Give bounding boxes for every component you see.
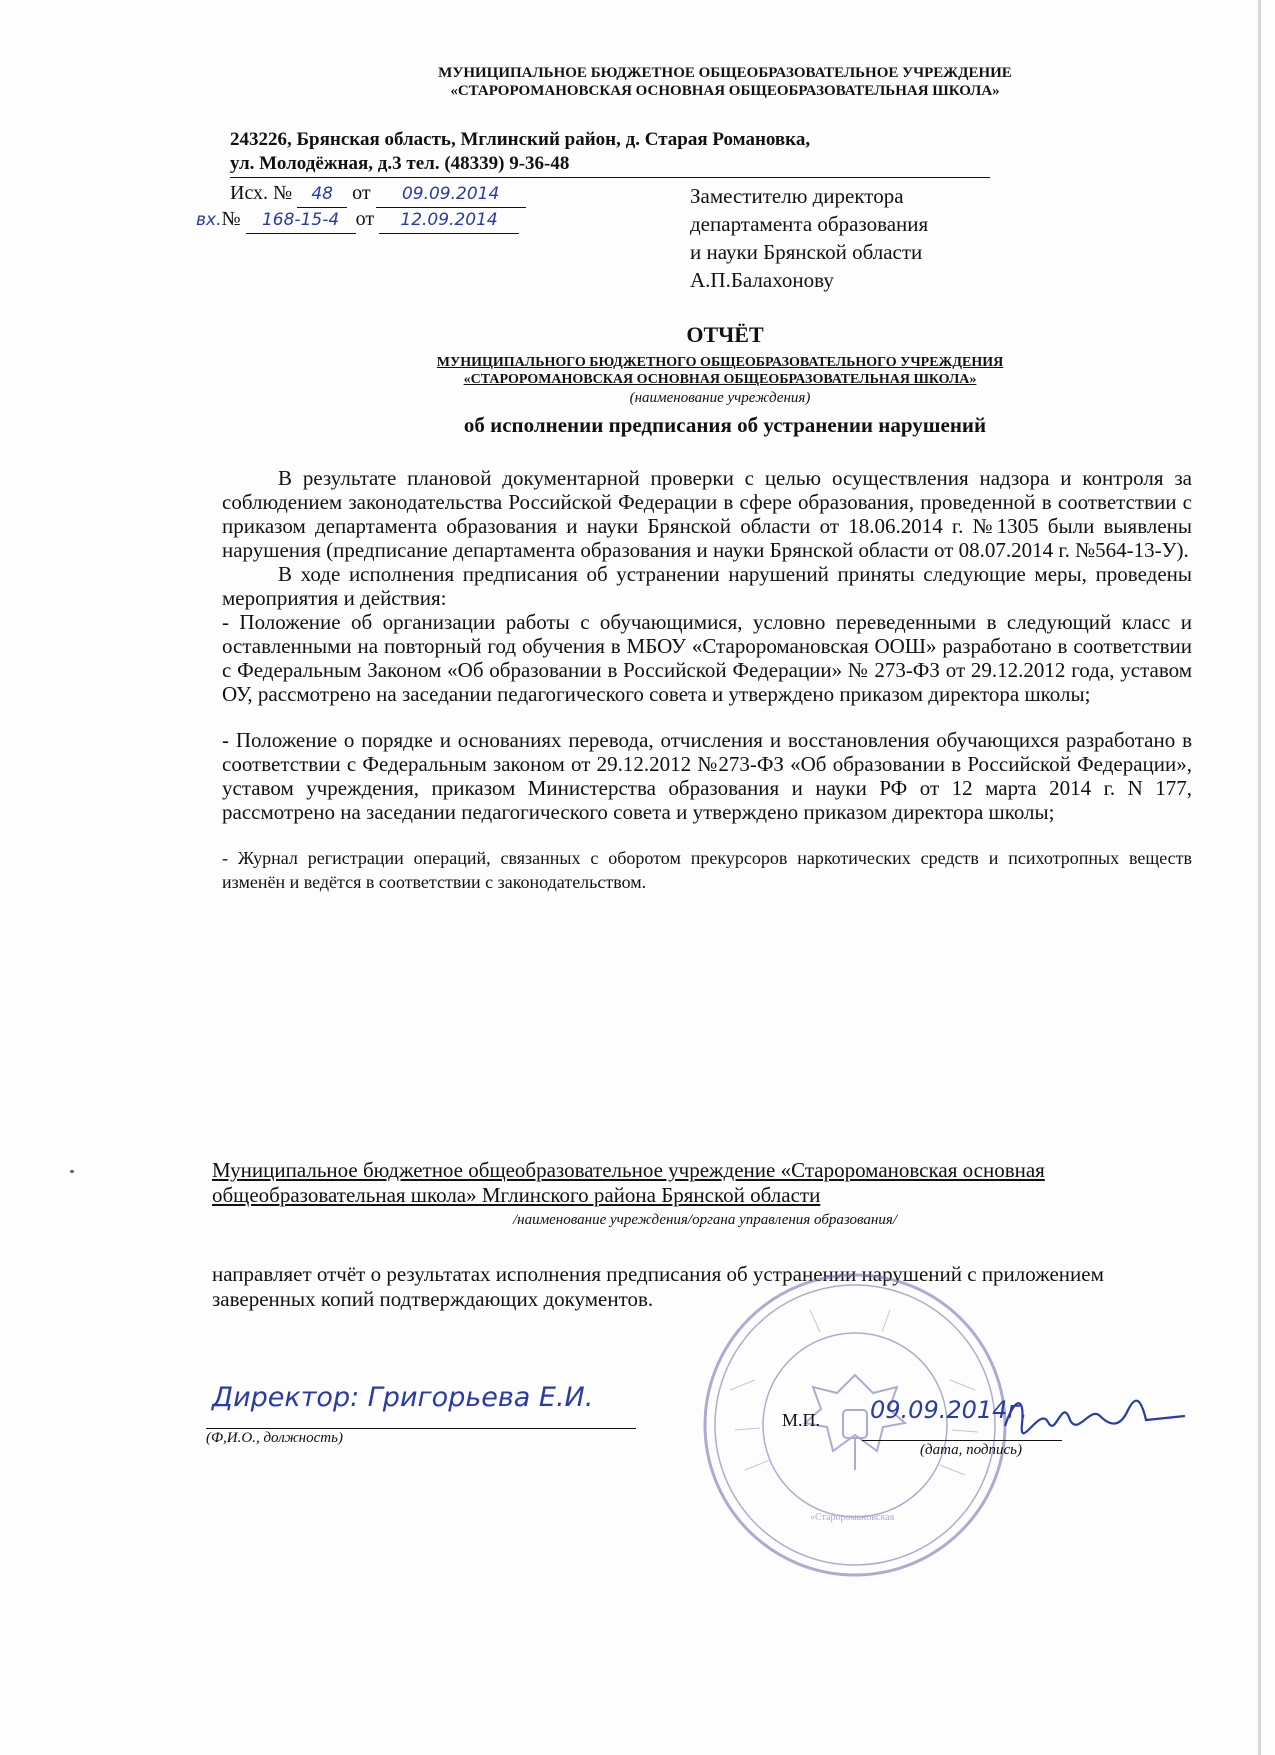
outgoing-number: 48 bbox=[297, 181, 347, 208]
incoming-date: 12.09.2014 bbox=[379, 207, 519, 234]
incoming-prefix: вх. bbox=[196, 210, 222, 230]
stamp-text: «Староромановская bbox=[810, 1512, 895, 1523]
document-body bbox=[222, 466, 1192, 894]
paragraph-measure-2: - Положение о порядке и основаниях перевода, отчисления и восстановления обучающихся разработано в соответствии с Федеральным законом от 29.12.2012 №273-ФЗ «Об образовании в Российской Федерации», уставом учреждения, приказом Министерства образования и науки РФ от 12 марта 2014 г. N 177, рассмотрено на заседании педагогического совета и утверждено приказом директора школы; bbox=[222, 728, 1192, 824]
official-stamp bbox=[700, 1270, 1010, 1580]
address-block bbox=[230, 128, 990, 176]
signature-caption: (Ф,И.О., должность) bbox=[206, 1430, 343, 1446]
outgoing-from-label: от bbox=[352, 182, 371, 204]
recipient-line-4: А.П.Балахонову bbox=[690, 268, 834, 292]
signing-date: 09.09.2014г. bbox=[870, 1396, 1028, 1424]
recipient-line-2: департамента образования bbox=[690, 212, 929, 236]
organization-header bbox=[380, 64, 1070, 100]
director-signature: Директор: Григорьева Е.И. bbox=[212, 1382, 594, 1413]
paragraph-measure-3: - Журнал регистрации операций, связанных с оборотом прекурсоров наркотических средств и психотропных веществ изменён и ведётся в соответствии с законодательством. bbox=[222, 848, 1192, 892]
outgoing-number-line bbox=[230, 180, 526, 208]
recipient-line-3: и науки Брянской области bbox=[690, 240, 923, 264]
seal-place-label: М.П. bbox=[782, 1410, 821, 1430]
date-line bbox=[862, 1440, 1062, 1441]
title-org-caption: (наименование учреждения) bbox=[629, 390, 811, 406]
incoming-from-label: от bbox=[355, 208, 375, 230]
document-title: ОТЧЁТ bbox=[686, 322, 764, 347]
org-line-1: МУНИЦИПАЛЬНОЕ БЮДЖЕТНОЕ ОБЩЕОБРАЗОВАТЕЛЬНОЕ УЧРЕЖДЕНИЕ bbox=[438, 65, 1012, 81]
title-organization bbox=[360, 354, 1080, 388]
scan-edge bbox=[1258, 0, 1261, 1755]
scan-speck bbox=[70, 1170, 74, 1173]
paragraph-inspection: В результате плановой документарной проверки с целью осуществления надзора и контроля за соблюдением законодательства Российской Федерации в сфере образования, проведенной в соответствии с приказом департамента образования и науки Брянской области от 18.06.2014 г. №1305 были выявлены нарушения (предписание департамента образования и науки Брянской области от 08.07.2014 г. №564-13-У). bbox=[222, 466, 1192, 562]
document-subtitle: об исполнении предписания об устранении нарушений bbox=[463, 413, 987, 437]
sends-statement: направляет отчёт о результатах исполнения предписания об устранении нарушений с приложением заверенных копий подтверждающих документов. bbox=[212, 1262, 1104, 1311]
header-divider bbox=[230, 177, 990, 178]
footer-organization-caption: /наименование учреждения/органа управления образования/ bbox=[512, 1212, 898, 1228]
incoming-number: 168-15-4 bbox=[246, 207, 356, 234]
address-line-2: ул. Молодёжная, д.3 тел. (48339) 9-36-48 bbox=[230, 153, 570, 174]
handwritten-signature bbox=[1000, 1386, 1190, 1446]
org-line-2: «СТАРОРОМАНОВСКАЯ ОСНОВНАЯ ОБЩЕОБРАЗОВАТЕЛЬНАЯ ШКОЛА» bbox=[450, 83, 1000, 99]
paragraph-measure-1: - Положение об организации работы с обучающимися, условно переведенными в следующий класс и оставленными на повторный год обучения в МБОУ «Староромановская ООШ» разработано в соответствии с Федеральным Законом «Об образовании в Российской Федерации» № 273-ФЗ от 29.12.2012 года, уставом ОУ, рассмотрено на заседании педагогического совета и утверждено приказом директора школы; bbox=[222, 610, 1192, 706]
paragraph-measures-intro: В ходе исполнения предписания об устранении нарушений приняты следующие меры, проведены мероприятия и действия: bbox=[222, 562, 1192, 610]
footer-organization: Муниципальное бюджетное общеобразовательное учреждение «Староромановская основная общеобразовательная школа» Мглинского района Брянской области bbox=[212, 1158, 1045, 1207]
outgoing-date: 09.09.2014 bbox=[376, 181, 526, 208]
date-caption: (дата, подпись) bbox=[920, 1442, 1022, 1458]
recipient-line-1: Заместителю директора bbox=[690, 184, 904, 208]
outgoing-label: Исх. № bbox=[230, 182, 293, 204]
signature-line bbox=[206, 1428, 636, 1429]
title-org-line-2: «СТАРОРОМАНОВСКАЯ ОСНОВНАЯ ОБЩЕОБРАЗОВАТЕЛЬНАЯ ШКОЛА» bbox=[463, 372, 977, 387]
title-org-line-1: МУНИЦИПАЛЬНОГО БЮДЖЕТНОГО ОБЩЕОБРАЗОВАТЕЛЬНОГО УЧРЕЖДЕНИЯ bbox=[436, 355, 1004, 370]
incoming-number-line bbox=[196, 206, 519, 234]
recipient-block bbox=[690, 182, 1010, 294]
incoming-label: № bbox=[221, 208, 241, 230]
address-line-1: 243226, Брянская область, Мглинский район, д. Старая Романовка, bbox=[230, 129, 811, 150]
